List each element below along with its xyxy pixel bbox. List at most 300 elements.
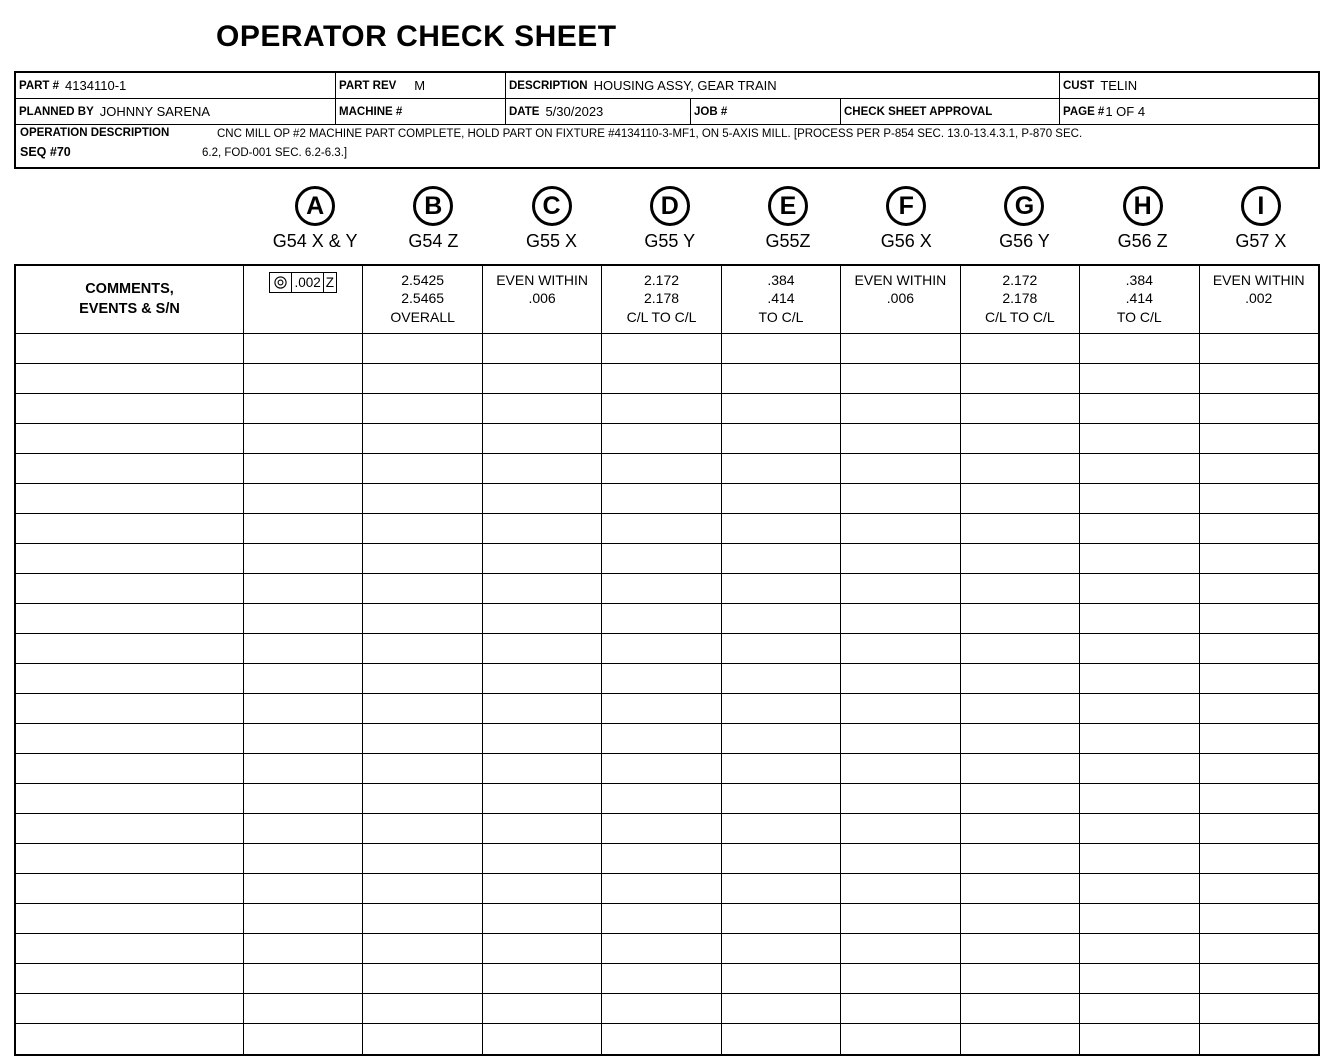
- row-measurement-cell[interactable]: [722, 934, 841, 963]
- row-measurement-cell[interactable]: [1200, 364, 1318, 393]
- table-row[interactable]: [16, 724, 1318, 754]
- row-comments-cell[interactable]: [16, 994, 244, 1023]
- row-comments-cell[interactable]: [16, 514, 244, 543]
- row-measurement-cell[interactable]: [244, 1024, 363, 1054]
- row-measurement-cell[interactable]: [363, 994, 482, 1023]
- row-measurement-cell[interactable]: [602, 484, 721, 513]
- row-measurement-cell[interactable]: [841, 424, 960, 453]
- row-measurement-cell[interactable]: [1080, 904, 1199, 933]
- row-comments-cell[interactable]: [16, 754, 244, 783]
- row-measurement-cell[interactable]: [722, 514, 841, 543]
- row-measurement-cell[interactable]: [961, 334, 1080, 363]
- row-measurement-cell[interactable]: [363, 844, 482, 873]
- table-row[interactable]: [16, 454, 1318, 484]
- row-measurement-cell[interactable]: [483, 364, 602, 393]
- table-row[interactable]: [16, 904, 1318, 934]
- row-measurement-cell[interactable]: [841, 454, 960, 483]
- row-measurement-cell[interactable]: [1080, 964, 1199, 993]
- row-measurement-cell[interactable]: [1080, 334, 1199, 363]
- row-measurement-cell[interactable]: [602, 904, 721, 933]
- row-measurement-cell[interactable]: [602, 364, 721, 393]
- row-measurement-cell[interactable]: [961, 664, 1080, 693]
- row-measurement-cell[interactable]: [961, 484, 1080, 513]
- row-comments-cell[interactable]: [16, 364, 244, 393]
- row-measurement-cell[interactable]: [363, 574, 482, 603]
- row-measurement-cell[interactable]: [961, 514, 1080, 543]
- row-measurement-cell[interactable]: [483, 424, 602, 453]
- row-measurement-cell[interactable]: [841, 484, 960, 513]
- row-measurement-cell[interactable]: [841, 514, 960, 543]
- field-page-number[interactable]: [1060, 99, 1318, 124]
- row-comments-cell[interactable]: [16, 694, 244, 723]
- row-measurement-cell[interactable]: [841, 334, 960, 363]
- table-row[interactable]: [16, 844, 1318, 874]
- column-letter-b: B: [413, 186, 453, 226]
- row-measurement-cell[interactable]: [363, 454, 482, 483]
- field-part-rev[interactable]: [336, 73, 506, 98]
- concentricity-icon: [270, 273, 292, 292]
- row-comments-cell[interactable]: [16, 334, 244, 363]
- row-measurement-cell[interactable]: [1200, 964, 1318, 993]
- row-measurement-cell[interactable]: [722, 724, 841, 753]
- row-measurement-cell[interactable]: [1200, 844, 1318, 873]
- row-measurement-cell[interactable]: [1200, 424, 1318, 453]
- row-measurement-cell[interactable]: [1080, 724, 1199, 753]
- row-measurement-cell[interactable]: [244, 904, 363, 933]
- row-measurement-cell[interactable]: [363, 334, 482, 363]
- row-measurement-cell[interactable]: [483, 634, 602, 663]
- row-measurement-cell[interactable]: [244, 544, 363, 573]
- row-measurement-cell[interactable]: [841, 364, 960, 393]
- row-measurement-cell[interactable]: [1080, 484, 1199, 513]
- row-measurement-cell[interactable]: [244, 754, 363, 783]
- row-measurement-cell[interactable]: [841, 634, 960, 663]
- row-measurement-cell[interactable]: [1080, 454, 1199, 483]
- row-measurement-cell[interactable]: [841, 874, 960, 903]
- row-measurement-cell[interactable]: [244, 724, 363, 753]
- row-measurement-cell[interactable]: [363, 604, 482, 633]
- table-row[interactable]: [16, 514, 1318, 544]
- table-row[interactable]: [16, 934, 1318, 964]
- row-measurement-cell[interactable]: [363, 1024, 482, 1054]
- row-measurement-cell[interactable]: [1080, 394, 1199, 423]
- row-measurement-cell[interactable]: [841, 1024, 960, 1054]
- row-measurement-cell[interactable]: [961, 964, 1080, 993]
- row-measurement-cell[interactable]: [483, 694, 602, 723]
- row-measurement-cell[interactable]: [363, 784, 482, 813]
- table-row[interactable]: [16, 544, 1318, 574]
- spec-g-line2: 2.178: [1002, 290, 1038, 307]
- row-measurement-cell[interactable]: [244, 784, 363, 813]
- table-row[interactable]: [16, 484, 1318, 514]
- row-measurement-cell[interactable]: [841, 814, 960, 843]
- row-measurement-cell[interactable]: [1080, 544, 1199, 573]
- row-measurement-cell[interactable]: [244, 814, 363, 843]
- row-measurement-cell[interactable]: [1200, 994, 1318, 1023]
- spec-d-line1: 2.172: [644, 272, 680, 288]
- row-measurement-cell[interactable]: [1200, 694, 1318, 723]
- row-measurement-cell[interactable]: [722, 814, 841, 843]
- row-comments-cell[interactable]: [16, 424, 244, 453]
- field-part-number[interactable]: [16, 73, 336, 98]
- row-measurement-cell[interactable]: [961, 544, 1080, 573]
- row-measurement-cell[interactable]: [961, 574, 1080, 603]
- row-measurement-cell[interactable]: [602, 424, 721, 453]
- row-measurement-cell[interactable]: [244, 874, 363, 903]
- row-measurement-cell[interactable]: [1080, 634, 1199, 663]
- row-measurement-cell[interactable]: [363, 514, 482, 543]
- table-row[interactable]: [16, 634, 1318, 664]
- operation-description-label: OPERATION DESCRIPTION: [20, 127, 170, 139]
- row-measurement-cell[interactable]: [363, 544, 482, 573]
- field-date[interactable]: [506, 99, 691, 124]
- row-measurement-cell[interactable]: [602, 514, 721, 543]
- row-measurement-cell[interactable]: [602, 604, 721, 633]
- row-measurement-cell[interactable]: [841, 604, 960, 633]
- row-measurement-cell[interactable]: [483, 1024, 602, 1054]
- row-measurement-cell[interactable]: [602, 934, 721, 963]
- row-measurement-cell[interactable]: [244, 964, 363, 993]
- row-measurement-cell[interactable]: [483, 964, 602, 993]
- table-row[interactable]: [16, 604, 1318, 634]
- row-measurement-cell[interactable]: [244, 424, 363, 453]
- row-measurement-cell[interactable]: [961, 364, 1080, 393]
- row-measurement-cell[interactable]: [1080, 874, 1199, 903]
- row-measurement-cell[interactable]: [244, 364, 363, 393]
- row-measurement-cell[interactable]: [722, 994, 841, 1023]
- date-label: DATE: [509, 105, 540, 118]
- row-measurement-cell[interactable]: [1200, 544, 1318, 573]
- row-measurement-cell[interactable]: [483, 484, 602, 513]
- spec-cell-b: [363, 266, 482, 333]
- row-measurement-cell[interactable]: [363, 664, 482, 693]
- row-measurement-cell[interactable]: [1200, 634, 1318, 663]
- row-measurement-cell[interactable]: [1200, 454, 1318, 483]
- row-measurement-cell[interactable]: [722, 784, 841, 813]
- row-measurement-cell[interactable]: [1200, 514, 1318, 543]
- row-measurement-cell[interactable]: [722, 334, 841, 363]
- table-row[interactable]: [16, 874, 1318, 904]
- row-measurement-cell[interactable]: [363, 814, 482, 843]
- row-measurement-cell[interactable]: [602, 574, 721, 603]
- row-measurement-cell[interactable]: [1080, 514, 1199, 543]
- row-measurement-cell[interactable]: [1200, 484, 1318, 513]
- row-measurement-cell[interactable]: [722, 874, 841, 903]
- row-measurement-cell[interactable]: [961, 394, 1080, 423]
- row-measurement-cell[interactable]: [483, 904, 602, 933]
- row-measurement-cell[interactable]: [841, 574, 960, 603]
- row-measurement-cell[interactable]: [483, 754, 602, 783]
- row-measurement-cell[interactable]: [841, 724, 960, 753]
- row-measurement-cell[interactable]: [363, 754, 482, 783]
- row-measurement-cell[interactable]: [961, 844, 1080, 873]
- row-measurement-cell[interactable]: [483, 874, 602, 903]
- row-measurement-cell[interactable]: [961, 454, 1080, 483]
- spec-g-line3: C/L TO C/L: [984, 308, 1055, 325]
- row-comments-cell[interactable]: [16, 724, 244, 753]
- row-measurement-cell[interactable]: [363, 364, 482, 393]
- row-measurement-cell[interactable]: [483, 604, 602, 633]
- row-comments-cell[interactable]: [16, 934, 244, 963]
- table-row[interactable]: [16, 394, 1318, 424]
- table-row[interactable]: [16, 574, 1318, 604]
- row-measurement-cell[interactable]: [244, 694, 363, 723]
- row-measurement-cell[interactable]: [244, 574, 363, 603]
- row-measurement-cell[interactable]: [244, 484, 363, 513]
- table-row[interactable]: [16, 994, 1318, 1024]
- row-measurement-cell[interactable]: [602, 1024, 721, 1054]
- row-measurement-cell[interactable]: [961, 814, 1080, 843]
- row-measurement-cell[interactable]: [602, 454, 721, 483]
- row-measurement-cell[interactable]: [1200, 724, 1318, 753]
- row-measurement-cell[interactable]: [841, 544, 960, 573]
- field-check-sheet-approval[interactable]: [841, 99, 1060, 124]
- row-measurement-cell[interactable]: [722, 604, 841, 633]
- row-measurement-cell[interactable]: [363, 394, 482, 423]
- row-comments-cell[interactable]: [16, 634, 244, 663]
- row-measurement-cell[interactable]: [483, 544, 602, 573]
- row-measurement-cell[interactable]: [722, 694, 841, 723]
- row-measurement-cell[interactable]: [1080, 664, 1199, 693]
- row-measurement-cell[interactable]: [244, 934, 363, 963]
- spec-b-line3: OVERALL: [390, 308, 455, 325]
- row-comments-cell[interactable]: [16, 964, 244, 993]
- table-row[interactable]: [16, 334, 1318, 364]
- row-comments-cell[interactable]: [16, 544, 244, 573]
- row-measurement-cell[interactable]: [602, 544, 721, 573]
- row-measurement-cell[interactable]: [722, 664, 841, 693]
- row-measurement-cell[interactable]: [1080, 364, 1199, 393]
- field-planned-by[interactable]: [16, 99, 336, 124]
- row-measurement-cell[interactable]: [363, 634, 482, 663]
- row-measurement-cell[interactable]: [244, 334, 363, 363]
- row-measurement-cell[interactable]: [602, 394, 721, 423]
- row-measurement-cell[interactable]: [602, 994, 721, 1023]
- row-measurement-cell[interactable]: [1080, 424, 1199, 453]
- spec-h-line1: .384: [1125, 272, 1153, 288]
- row-measurement-cell[interactable]: [244, 994, 363, 1023]
- row-measurement-cell[interactable]: [483, 574, 602, 603]
- part-rev-value: M: [414, 78, 426, 93]
- row-measurement-cell[interactable]: [483, 394, 602, 423]
- row-measurement-cell[interactable]: [363, 874, 482, 903]
- field-description[interactable]: [506, 73, 1060, 98]
- row-measurement-cell[interactable]: [961, 724, 1080, 753]
- field-customer[interactable]: [1060, 73, 1318, 98]
- row-measurement-cell[interactable]: [1080, 604, 1199, 633]
- row-comments-cell[interactable]: [16, 904, 244, 933]
- row-measurement-cell[interactable]: [961, 604, 1080, 633]
- spec-f-line1: EVEN WITHIN: [854, 272, 947, 288]
- row-measurement-cell[interactable]: [961, 1024, 1080, 1054]
- row-measurement-cell[interactable]: [1200, 574, 1318, 603]
- row-measurement-cell[interactable]: [483, 994, 602, 1023]
- row-measurement-cell[interactable]: [1200, 1024, 1318, 1054]
- row-comments-cell[interactable]: [16, 604, 244, 633]
- row-measurement-cell[interactable]: [722, 544, 841, 573]
- row-measurement-cell[interactable]: [961, 754, 1080, 783]
- job-number-label: JOB #: [694, 105, 728, 118]
- row-measurement-cell[interactable]: [483, 514, 602, 543]
- row-measurement-cell[interactable]: [1080, 814, 1199, 843]
- table-row[interactable]: [16, 754, 1318, 784]
- header-row-3: [16, 125, 1318, 167]
- row-measurement-cell[interactable]: [1080, 934, 1199, 963]
- spec-e-line2: .414: [767, 290, 795, 307]
- table-row[interactable]: [16, 694, 1318, 724]
- field-operation-description[interactable]: [16, 125, 1318, 167]
- row-measurement-cell[interactable]: [483, 334, 602, 363]
- row-measurement-cell[interactable]: [722, 364, 841, 393]
- row-measurement-cell[interactable]: [841, 994, 960, 1023]
- row-measurement-cell[interactable]: [841, 394, 960, 423]
- table-row[interactable]: [16, 364, 1318, 394]
- row-measurement-cell[interactable]: [961, 784, 1080, 813]
- row-measurement-cell[interactable]: [1080, 754, 1199, 783]
- row-measurement-cell[interactable]: [1080, 1024, 1199, 1054]
- row-measurement-cell[interactable]: [961, 424, 1080, 453]
- row-measurement-cell[interactable]: [1080, 994, 1199, 1023]
- row-measurement-cell[interactable]: [841, 934, 960, 963]
- row-measurement-cell[interactable]: [244, 604, 363, 633]
- row-measurement-cell[interactable]: [244, 514, 363, 543]
- row-measurement-cell[interactable]: [841, 694, 960, 723]
- row-measurement-cell[interactable]: [602, 724, 721, 753]
- row-measurement-cell[interactable]: [722, 1024, 841, 1054]
- row-comments-cell[interactable]: [16, 1024, 244, 1054]
- row-measurement-cell[interactable]: [1200, 604, 1318, 633]
- row-measurement-cell[interactable]: [1080, 574, 1199, 603]
- table-row[interactable]: [16, 964, 1318, 994]
- table-row[interactable]: [16, 1024, 1318, 1054]
- row-measurement-cell[interactable]: [1200, 784, 1318, 813]
- row-measurement-cell[interactable]: [602, 844, 721, 873]
- row-measurement-cell[interactable]: [722, 754, 841, 783]
- row-measurement-cell[interactable]: [961, 874, 1080, 903]
- header-row-2: [16, 99, 1318, 125]
- row-comments-cell[interactable]: [16, 784, 244, 813]
- row-measurement-cell[interactable]: [841, 784, 960, 813]
- row-comments-cell[interactable]: [16, 844, 244, 873]
- spec-cell-e: [722, 266, 841, 333]
- row-measurement-cell[interactable]: [244, 454, 363, 483]
- row-measurement-cell[interactable]: [722, 634, 841, 663]
- spec-cell-g: [961, 266, 1080, 333]
- row-measurement-cell[interactable]: [961, 994, 1080, 1023]
- row-measurement-cell[interactable]: [363, 724, 482, 753]
- row-measurement-cell[interactable]: [1200, 934, 1318, 963]
- row-measurement-cell[interactable]: [363, 904, 482, 933]
- field-machine-number[interactable]: [336, 99, 506, 124]
- row-comments-cell[interactable]: [16, 454, 244, 483]
- column-letter-h: H: [1123, 186, 1163, 226]
- table-row[interactable]: [16, 664, 1318, 694]
- header-row-1: [16, 73, 1318, 99]
- row-measurement-cell[interactable]: [483, 844, 602, 873]
- row-measurement-cell[interactable]: [1080, 694, 1199, 723]
- table-row[interactable]: [16, 424, 1318, 454]
- row-measurement-cell[interactable]: [1200, 904, 1318, 933]
- row-measurement-cell[interactable]: [602, 694, 721, 723]
- feature-control-frame: [269, 272, 337, 293]
- row-measurement-cell[interactable]: [722, 454, 841, 483]
- row-comments-cell[interactable]: [16, 874, 244, 903]
- row-measurement-cell[interactable]: [602, 664, 721, 693]
- row-measurement-cell[interactable]: [722, 964, 841, 993]
- row-measurement-cell[interactable]: [483, 454, 602, 483]
- row-measurement-cell[interactable]: [841, 754, 960, 783]
- row-measurement-cell[interactable]: [483, 664, 602, 693]
- column-letter-c: C: [532, 186, 572, 226]
- row-measurement-cell[interactable]: [961, 934, 1080, 963]
- row-measurement-cell[interactable]: [483, 784, 602, 813]
- row-measurement-cell[interactable]: [841, 964, 960, 993]
- row-comments-cell[interactable]: [16, 664, 244, 693]
- row-measurement-cell[interactable]: [722, 574, 841, 603]
- row-measurement-cell[interactable]: [602, 784, 721, 813]
- row-measurement-cell[interactable]: [602, 874, 721, 903]
- row-measurement-cell[interactable]: [363, 694, 482, 723]
- row-comments-cell[interactable]: [16, 574, 244, 603]
- row-comments-cell[interactable]: [16, 394, 244, 423]
- row-measurement-cell[interactable]: [722, 904, 841, 933]
- row-measurement-cell[interactable]: [841, 844, 960, 873]
- spec-cell-d: [602, 266, 721, 333]
- row-measurement-cell[interactable]: [722, 424, 841, 453]
- row-measurement-cell[interactable]: [722, 484, 841, 513]
- row-measurement-cell[interactable]: [602, 964, 721, 993]
- row-comments-cell[interactable]: [16, 484, 244, 513]
- row-measurement-cell[interactable]: [1200, 334, 1318, 363]
- row-measurement-cell[interactable]: [483, 724, 602, 753]
- row-measurement-cell[interactable]: [244, 664, 363, 693]
- row-measurement-cell[interactable]: [483, 814, 602, 843]
- row-measurement-cell[interactable]: [1200, 394, 1318, 423]
- field-job-number[interactable]: [691, 99, 841, 124]
- table-row[interactable]: [16, 784, 1318, 814]
- row-measurement-cell[interactable]: [722, 844, 841, 873]
- page-title: OPERATOR CHECK SHEET: [216, 20, 617, 53]
- row-measurement-cell[interactable]: [602, 634, 721, 663]
- row-measurement-cell[interactable]: [1200, 874, 1318, 903]
- row-measurement-cell[interactable]: [602, 334, 721, 363]
- row-measurement-cell[interactable]: [363, 964, 482, 993]
- comments-header-line2: EVENTS & S/N: [79, 300, 180, 317]
- row-measurement-cell[interactable]: [1080, 784, 1199, 813]
- row-measurement-cell[interactable]: [722, 394, 841, 423]
- row-measurement-cell[interactable]: [363, 424, 482, 453]
- row-measurement-cell[interactable]: [1200, 664, 1318, 693]
- row-measurement-cell[interactable]: [244, 844, 363, 873]
- row-measurement-cell[interactable]: [841, 664, 960, 693]
- row-measurement-cell[interactable]: [961, 694, 1080, 723]
- row-measurement-cell[interactable]: [483, 934, 602, 963]
- row-measurement-cell[interactable]: [1200, 814, 1318, 843]
- row-measurement-cell[interactable]: [602, 814, 721, 843]
- row-measurement-cell[interactable]: [1080, 844, 1199, 873]
- row-measurement-cell[interactable]: [961, 634, 1080, 663]
- row-measurement-cell[interactable]: [1200, 754, 1318, 783]
- row-comments-cell[interactable]: [16, 814, 244, 843]
- row-measurement-cell[interactable]: [602, 754, 721, 783]
- table-row[interactable]: [16, 814, 1318, 844]
- row-measurement-cell[interactable]: [961, 904, 1080, 933]
- row-measurement-cell[interactable]: [841, 904, 960, 933]
- row-measurement-cell[interactable]: [363, 484, 482, 513]
- row-measurement-cell[interactable]: [244, 394, 363, 423]
- row-measurement-cell[interactable]: [244, 634, 363, 663]
- row-measurement-cell[interactable]: [363, 934, 482, 963]
